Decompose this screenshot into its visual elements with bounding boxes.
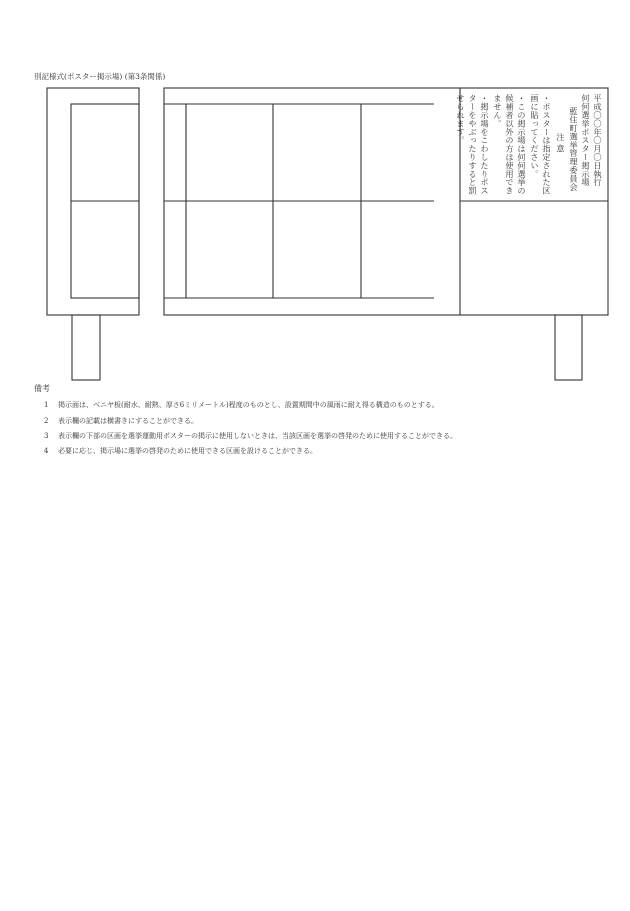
notice-line: 画に貼ってください。 xyxy=(530,94,540,178)
remark-number: 4 xyxy=(44,447,49,455)
form-title: 別記様式(ポスター掲示場) (第3条関係) xyxy=(34,72,166,81)
notice-line: ・この掲示場は何何選挙の xyxy=(517,94,527,195)
remark-number: 3 xyxy=(44,432,49,440)
poster-board-diagram xyxy=(0,0,630,400)
right-leg xyxy=(555,315,582,380)
remark-item xyxy=(44,416,198,426)
remark-item xyxy=(44,400,439,410)
remark-number: 2 xyxy=(44,417,49,425)
remarks-heading: 備考 xyxy=(34,384,50,393)
notice-line: ターをやぶったりすると罰 xyxy=(468,94,478,195)
notice-line: ません。 xyxy=(493,94,503,128)
remark-text: 必要に応じ、掲示場に選挙の啓発のために使用できる区画を設けることができる。 xyxy=(58,447,317,455)
notice-board-name: 何何選挙ポスター掲示場 xyxy=(581,94,591,187)
notice-line: 候補者以外の方は使用でき xyxy=(505,94,515,195)
remark-text: 掲示面は、ベニヤ板(耐水、耐熱、厚さ6ミリメートル)程度のものとし、設置期間中の風雨に耐え得る構造のものとする。 xyxy=(58,401,439,409)
remark-number: 1 xyxy=(44,401,49,409)
notice-line: ・ポスターは指定された区 xyxy=(542,94,552,195)
notice-line: せられます。 xyxy=(456,94,466,145)
notice-line: ・掲示場をこわしたりポス xyxy=(480,94,490,195)
notice-heading: 注 意 xyxy=(556,133,566,153)
notice-committee: 藍住町選挙管理委員会 xyxy=(569,107,579,191)
remark-item xyxy=(44,431,457,441)
left-leg xyxy=(72,315,100,380)
notice-date-line: 平成〇〇年〇月〇日執行 xyxy=(593,94,603,187)
remark-text: 表示欄の記載は横書きにすることができる。 xyxy=(58,417,198,425)
remark-item xyxy=(44,446,317,456)
remark-text: 表示欄の下部の区画を選挙運動用ポスターの掲示に使用しないときは、当該区画を選挙の啓発のために使用することができる。 xyxy=(58,432,457,440)
